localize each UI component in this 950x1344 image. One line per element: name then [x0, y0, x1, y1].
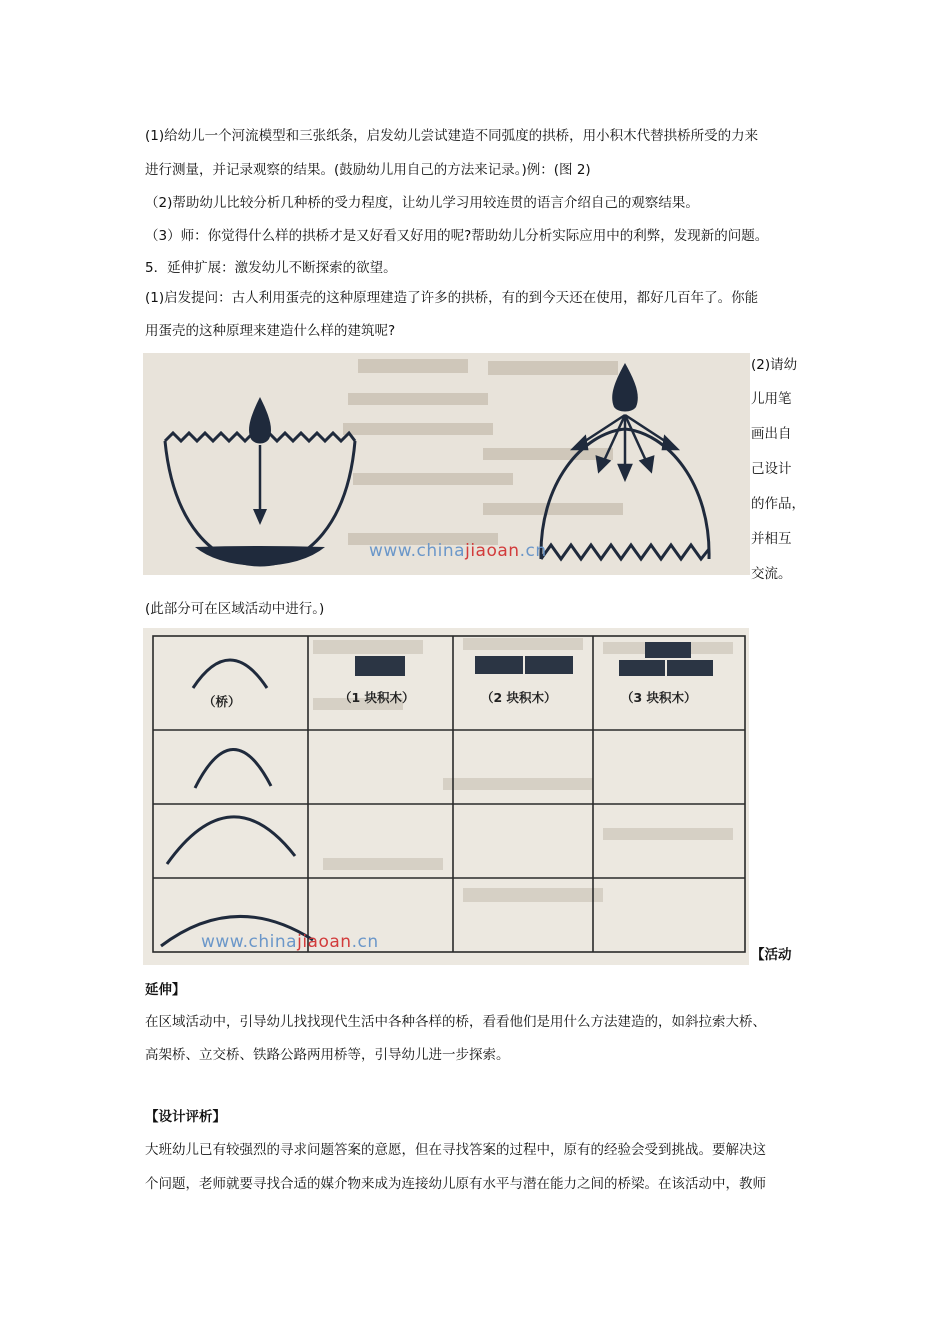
arrow-down-icon — [253, 509, 267, 525]
para-line: 进行测量，并记录观察的结果。(鼓励幼儿用自己的方法来记录。)例：(图 2) — [145, 162, 591, 178]
flame-icon — [249, 397, 271, 444]
header-three-blocks: （3 块积木） — [621, 690, 697, 705]
section-heading: 【设计评析】 — [145, 1109, 226, 1125]
header-bridge: （桥） — [203, 694, 241, 709]
block-icon — [667, 660, 713, 676]
para-line: (1)启发提问：古人利用蛋壳的这种原理建造了许多的拱桥，有的到今天还在使用，都好几百年了。你能 — [145, 290, 759, 306]
para-line: 5．延伸扩展：激发幼儿不断探索的欲望。 — [145, 260, 397, 276]
side-text: 画出自 — [751, 426, 792, 442]
side-text: 儿用笔 — [751, 391, 792, 407]
header-two-blocks: （2 块积木） — [481, 690, 557, 705]
watermark: www.chinajiaoan.cn — [369, 541, 547, 561]
para-line: 个问题，老师就要寻找合适的媒介物来成为连接幼儿原有水平与潜在能力之间的桥梁。在该活动中，教师 — [145, 1176, 766, 1192]
scan-background — [313, 638, 733, 902]
side-text: 的作品， — [751, 496, 805, 512]
block-icon — [355, 656, 405, 676]
arc-bridge-tall — [195, 749, 271, 788]
para-line: 在区域活动中，引导幼儿找找现代生活中各种各样的桥，看看他们是用什么方法建造的，如斜拉索大桥、 — [145, 1014, 766, 1030]
zigzag-base — [541, 545, 709, 559]
para-line: 高架桥、立交桥、铁路公路两用桥等，引导幼儿进一步探索。 — [145, 1047, 510, 1063]
block-icon — [619, 660, 665, 676]
para-line: (此部分可在区域活动中进行。) — [145, 601, 325, 617]
para-line: 用蛋壳的这种原理来建造什么样的建筑呢? — [145, 323, 396, 339]
table-grid — [153, 636, 745, 952]
cup-base — [195, 546, 325, 566]
para-line: 大班幼儿已有较强烈的寻求问题答案的意愿，但在寻找答案的过程中，原有的经验会受到挑战。要解决这 — [145, 1142, 766, 1158]
block-icon — [525, 656, 573, 674]
arc-bridge-high — [193, 660, 267, 688]
block-icon — [475, 656, 523, 674]
force-arrows — [573, 415, 677, 479]
side-text: (2)请幼 — [751, 357, 798, 373]
para-line: （3）师：你觉得什么样的拱桥才是又好看又好用的呢?帮助幼儿分析实际应用中的利弊，发现新的问题。 — [145, 228, 769, 244]
side-text: 己设计 — [751, 461, 792, 477]
side-text: 交流。 — [751, 566, 792, 582]
section-heading-part: 延伸】 — [145, 982, 186, 998]
watermark: www.chinajiaoan.cn — [201, 932, 379, 952]
section-heading-part: 【活动 — [751, 947, 792, 963]
arc-bridge-medium — [167, 817, 295, 864]
side-text: 并相互 — [751, 531, 792, 547]
table-drawing — [143, 628, 749, 965]
eggshell-figure — [143, 353, 750, 575]
para-line: （2)帮助幼儿比较分析几种桥的受力程度，让幼儿学习用较连贯的语言介绍自己的观察结果。 — [145, 195, 699, 211]
bridge-record-table — [143, 628, 749, 965]
block-icon — [645, 642, 691, 658]
para-line: (1)给幼儿一个河流模型和三张纸条，启发幼儿尝试建造不同弧度的拱桥，用小积木代替拱桥所受的力来 — [145, 128, 759, 144]
header-one-block: （1 块积木） — [339, 690, 415, 705]
